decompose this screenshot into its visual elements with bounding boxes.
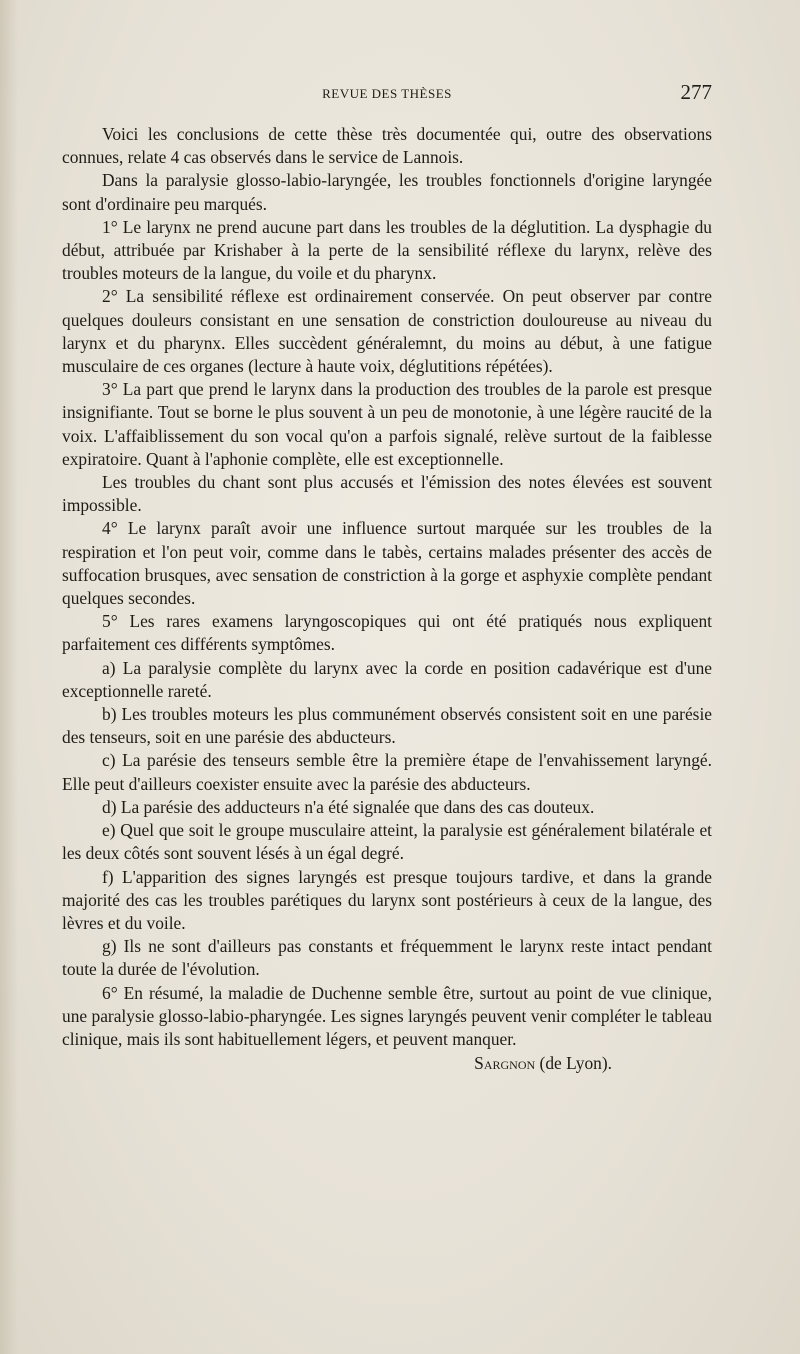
paragraph-item-d: d) La parésie des adducteurs n'a été signalée que dans des cas douteux. — [102, 796, 595, 817]
paragraph-item-f: f) L'apparition des signes laryngés est presque toujours tardive, et dans la grande majorité des cas les troubles parétiques du larynx sont postérieurs à ceux de la langue, des lèvres et du voile. — [62, 866, 712, 933]
page-header — [62, 80, 712, 106]
page-number: 277 — [680, 80, 712, 104]
paragraph-item-g: g) Ils ne sont d'ailleurs pas constants et fréquemment le larynx reste intact pendant toute la durée de l'évolution. — [62, 936, 712, 980]
paragraph-chant: Les troubles du chant sont plus accusés et l'émission des notes élevées est souvent impossible. — [62, 472, 712, 516]
paragraph-item-e: e) Quel que soit le groupe musculaire atteint, la paralysie est généralement bilatérale et les deux côtés sont souvent lésés à un égal degré. — [62, 820, 712, 864]
paragraph-item-c: c) La parésie des tenseurs semble être la première étape de l'envahissement laryngé. Elle peut d'ailleurs coexister ensuite avec la parésie des abducteurs. — [62, 750, 712, 794]
paragraph-point-3: 3° La part que prend le larynx dans la production des troubles de la parole est presque insignifiante. Tout se borne le plus souvent à un peu de monotonie, à une légère raucité de la voix. L'affaiblissement du son vocal qu'on a parfois signalé, relève surtout de la faiblesse expiratoire. Quant à l'aphonie complète, elle est exceptionnelle. — [62, 379, 712, 469]
paragraph-point-2: 2° La sensibilité réflexe est ordinairement conservée. On peut observer par contre quelques douleurs consistant en une sensation de constriction douloureuse au niveau du larynx et du pharynx. Elles succèdent généralemnt, du moins au début, à une fatigue musculaire de ces organes (lecture à haute voix, déglutitions répétées). — [62, 286, 712, 377]
paragraph-point-6: 6° En résumé, la maladie de Duchenne semble être, surtout au point de vue clinique, une paralysie glosso-labio-pharyngée. Les signes laryngés peuvent venir compléter le tableau clinique, mais ils sont habituellement légers, et peuvent manquer. — [62, 982, 712, 1049]
signature-author: Sargnon — [474, 1053, 536, 1074]
paragraph-intro: Voici les conclusions de cette thèse très documentée qui, outre des observations connues, relate 4 cas observés dans le service de Lannois. — [62, 124, 712, 168]
paragraph-point-1: 1° Le larynx ne prend aucune part dans les troubles de la déglutition. La dysphagie du début, attribuée par Krishaber à la perte de la sensibilité réflexe du larynx, relève des troubles moteurs de la langue, du voile et du pharynx. — [62, 216, 712, 284]
page-edge-shadow — [0, 0, 18, 1354]
paragraph-summary: Dans la paralysie glosso-labio-laryngée, les troubles fonctionnels d'origine laryngée sont d'ordinaire peu marqués. — [62, 170, 712, 214]
running-head: REVUE DES THÈSES — [322, 86, 452, 101]
article-body — [62, 123, 712, 1075]
paragraph-item-b: b) Les troubles moteurs les plus communément observés consistent soit en une parésie des tenseurs, soit en une parésie des abducteurs. — [62, 704, 712, 748]
signature-place: (de Lyon). — [539, 1053, 612, 1074]
paragraph-item-a: a) La paralysie complète du larynx avec la corde en position cadavérique est d'une exceptionnelle rareté. — [62, 657, 712, 701]
signature — [62, 1052, 712, 1075]
paragraph-point-4: 4° Le larynx paraît avoir une influence surtout marquée sur les troubles de la respiration et l'on peut voir, comme dans le tabès, certains malades présenter des accès de suffocation brusques, avec sensation de constriction à la gorge et asphyxie complète pendant quelques secondes. — [62, 518, 712, 609]
paragraph-point-5: 5° Les rares examens laryngoscopiques qui ont été pratiqués nous expliquent parfaitement ces différents symptômes. — [62, 611, 712, 655]
